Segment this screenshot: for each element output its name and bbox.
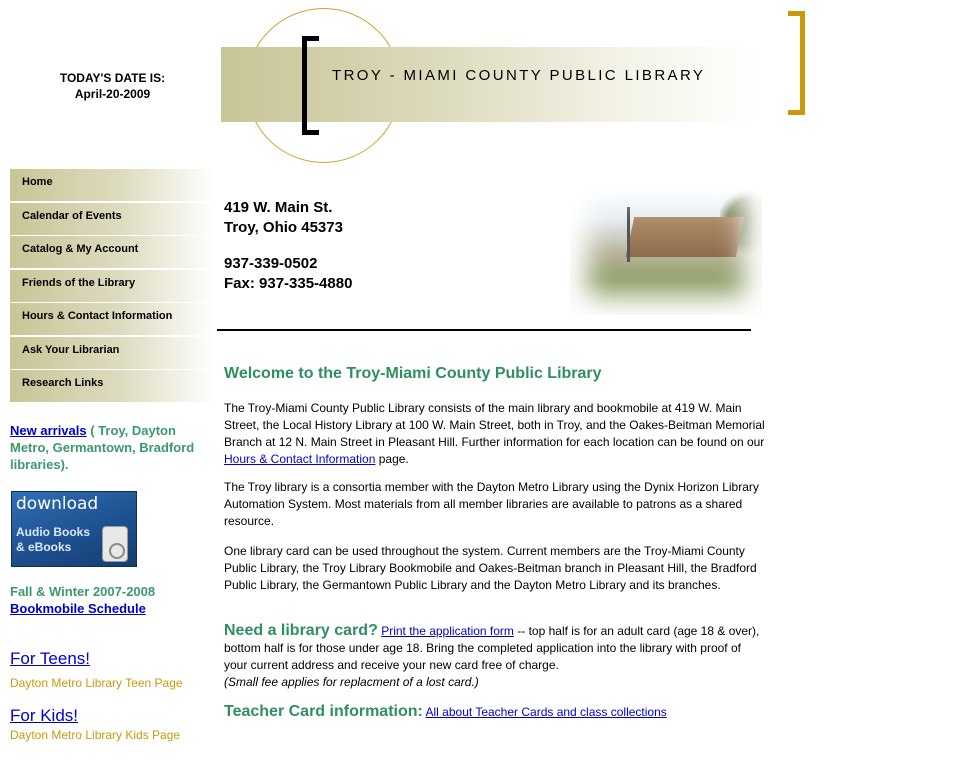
banner-bracket-left xyxy=(302,36,319,135)
nav-hours-contact[interactable]: Hours & Contact Information xyxy=(10,303,215,335)
address-street: 419 W. Main St. xyxy=(224,199,333,216)
application-form-link[interactable]: Print the application form xyxy=(381,624,514,638)
nav-research-links[interactable]: Research Links xyxy=(10,370,215,402)
teacher-card-heading: Teacher Card information: xyxy=(224,703,423,720)
consortia-paragraph: The Troy library is a consortia member with the Dayton Metro Library using the Dynix Horizon Library Automation System. Most materials from all member libraries are available to patrons as a shared resource. xyxy=(224,480,759,528)
hours-contact-link[interactable]: Hours & Contact Information xyxy=(224,452,376,466)
need-card-text: -- top half is for an adult card (age 18 & over), bottom half is for those under age 18. Bring the completed application into the library with proof of your current address and receive your new card free of charge. xyxy=(224,624,760,672)
date-block xyxy=(40,70,185,102)
address-city: Troy, Ohio 45373 xyxy=(224,219,343,236)
nav-friends-of-library[interactable]: Friends of the Library xyxy=(10,270,215,302)
new-arrivals xyxy=(10,422,210,473)
bookmobile-heading: Fall & Winter 2007-2008 xyxy=(10,584,156,599)
for-teens-link[interactable]: For Teens! xyxy=(10,649,91,668)
download-audiobooks-banner[interactable] xyxy=(11,491,137,567)
download-subtitle xyxy=(16,525,90,555)
welcome-heading: Welcome to the Troy-Miami County Public Library xyxy=(224,365,602,382)
new-arrivals-link[interactable]: New arrivals xyxy=(10,423,87,438)
intro-text-end: page. xyxy=(375,452,409,466)
address-block xyxy=(224,198,352,294)
download-sub-line1: Audio Books xyxy=(16,525,90,539)
nav-catalog-account[interactable]: Catalog & My Account xyxy=(10,236,215,268)
nav-calendar-of-events[interactable]: Calendar of Events xyxy=(10,203,215,235)
banner-bracket-right xyxy=(788,11,805,115)
for-kids-link[interactable]: For Kids! xyxy=(10,706,79,725)
new-arrivals-text: ( Troy, Dayton Metro, Germantown, Bradford libraries). xyxy=(10,423,195,472)
library-card-paragraph: One library card can be used throughout the system. Current members are the Troy-Miami County Public Library, the Troy Library Bookmobile and Oakes-Beitman branch in Pleasant Hill, the Bradford Public Library, the Germantown Public Library and the Dayton Metro Library and its branches. xyxy=(224,544,757,592)
library-building-photo xyxy=(570,177,762,315)
nav-ask-librarian[interactable]: Ask Your Librarian xyxy=(10,337,215,369)
download-title: download xyxy=(16,494,99,514)
divider-line xyxy=(217,329,751,331)
kids-page-text: Dayton Metro Library Kids Page xyxy=(10,728,181,742)
phone-number: 937-339-0502 xyxy=(224,255,318,272)
fax-number: Fax: 937-335-4880 xyxy=(224,275,353,292)
download-sub-line2: & eBooks xyxy=(16,540,72,554)
teen-page-text: Dayton Metro Library Teen Page xyxy=(10,676,183,690)
need-card-paragraph xyxy=(224,622,766,674)
bookmobile-block xyxy=(10,583,210,617)
site-title: TROY - MIAMI COUNTY PUBLIC LIBRARY xyxy=(332,67,706,84)
date-value: April-20-2009 xyxy=(74,87,151,101)
bookmobile-schedule-link[interactable]: Bookmobile Schedule xyxy=(10,601,146,616)
media-player-icon xyxy=(102,526,128,562)
teacher-card-paragraph xyxy=(224,703,766,721)
nav-home[interactable]: Home xyxy=(10,169,215,201)
need-card-heading: Need a library card? xyxy=(224,622,378,639)
lost-card-note: (Small fee applies for replacment of a lost card.) xyxy=(224,675,479,689)
sidebar-nav xyxy=(10,169,215,404)
intro-paragraph xyxy=(224,400,766,468)
intro-text: The Troy-Miami County Public Library consists of the main library and bookmobile at 419 W. Main Street, the Local History Library at 100 W. Main Street, both in Troy, and the Oakes-Beitman Memorial Branch at 12 N. Main Street in Pleasant Hill. Further information for each location can be found on our xyxy=(224,401,765,449)
date-label: TODAY'S DATE IS: xyxy=(59,71,166,85)
teacher-cards-link[interactable]: All about Teacher Cards and class collections xyxy=(425,705,667,719)
